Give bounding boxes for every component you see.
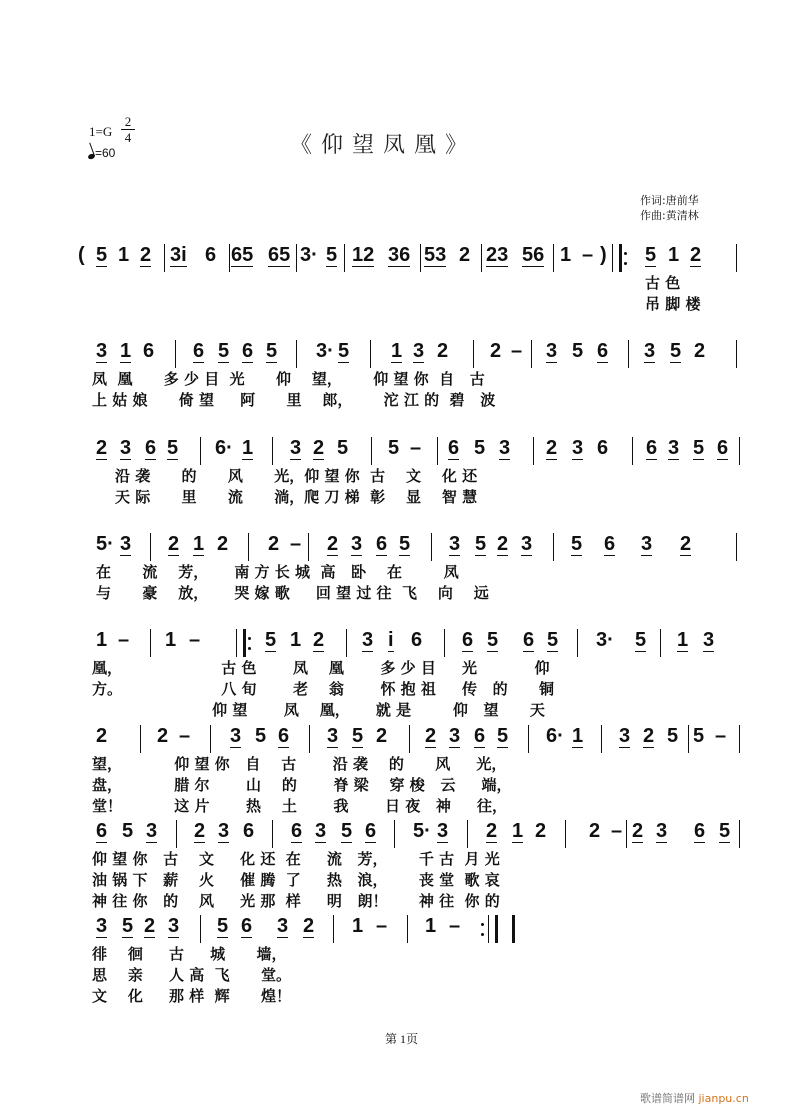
note: 1 <box>425 915 437 937</box>
note: i <box>388 629 394 651</box>
credits <box>640 193 699 223</box>
note: 6 <box>243 820 255 842</box>
note: 3 <box>315 820 327 842</box>
note: 1 <box>290 629 302 651</box>
repeat-dot <box>624 262 627 265</box>
repeat-dot <box>481 923 484 926</box>
time-denominator: 4 <box>124 130 132 145</box>
barline <box>628 340 629 368</box>
note: 5 <box>122 915 134 937</box>
watermark-cn: 歌谱简谱网 <box>640 1092 695 1105</box>
note: 5 <box>571 533 583 555</box>
page-number: 第 1页 <box>385 1032 419 1046</box>
song-title: 《仰望凤凰》 <box>290 133 477 158</box>
barline <box>248 533 249 561</box>
note: 3 <box>703 629 715 651</box>
note: 65 <box>231 244 254 266</box>
note: 5 <box>719 820 731 842</box>
note: 3 <box>521 533 533 555</box>
barline <box>150 533 151 561</box>
note: – <box>582 244 594 266</box>
note: 5 <box>399 533 411 555</box>
barline <box>739 820 740 848</box>
note: – <box>410 437 422 459</box>
lyric-line-1: 凰， 古 色 凤 凰 多 少 目 光 仰 <box>92 659 550 677</box>
note: – <box>179 725 191 747</box>
barline <box>409 725 410 753</box>
lyric-line-3: 仰 望 凤 凰， 就 是 仰 望 天 <box>92 701 545 719</box>
barline <box>431 533 432 561</box>
note: 3 <box>449 533 461 555</box>
note: 6 <box>365 820 377 842</box>
note: 6 <box>604 533 616 555</box>
note: 6 <box>411 629 423 651</box>
note: 6 <box>474 725 486 747</box>
note: 3 <box>290 437 302 459</box>
note: 5· <box>413 820 431 842</box>
note: 5 <box>635 629 647 651</box>
note: 5 <box>547 629 559 651</box>
note: 5 <box>352 725 364 747</box>
note: 2 <box>459 244 471 266</box>
note: 2 <box>486 820 498 842</box>
note: 2 <box>680 533 692 555</box>
note: 65 <box>268 244 291 266</box>
note: 2 <box>313 437 325 459</box>
note: – <box>715 725 727 747</box>
note: 3 <box>656 820 668 842</box>
note: 5 <box>218 340 230 362</box>
barline <box>308 533 309 561</box>
lyric-line-1: 凤 凰 多 少 目 光 仰 望， 仰 望 你 自 古 <box>92 370 485 388</box>
barline <box>601 725 602 753</box>
note: 5 <box>693 725 705 747</box>
note: 2 <box>490 340 502 362</box>
note: 5 <box>167 437 179 459</box>
note: 1 <box>668 244 680 266</box>
note: – <box>118 629 130 651</box>
note: 2 <box>194 820 206 842</box>
note: 1 <box>96 629 108 651</box>
note: 2 <box>690 244 702 266</box>
note: 1 <box>242 437 254 459</box>
barline <box>309 725 310 753</box>
barline <box>200 437 201 465</box>
note: – <box>449 915 461 937</box>
note: 6 <box>241 915 253 937</box>
watermark-site: jianpu.cn <box>698 1092 749 1105</box>
barline <box>553 533 554 561</box>
barline <box>346 629 347 657</box>
barline <box>344 244 345 272</box>
note: 2 <box>643 725 655 747</box>
note: 3 <box>351 533 363 555</box>
note: 6 <box>205 244 217 266</box>
note: 5 <box>265 629 277 651</box>
note: 3 <box>218 820 230 842</box>
note: 3 <box>168 915 180 937</box>
lyric-line-1: 沿 袭 的 风 光，仰 望 你 古 文 化 还 <box>115 467 478 485</box>
note: 2 <box>425 725 437 747</box>
note: 6· <box>546 725 564 747</box>
note: – <box>376 915 388 937</box>
lyric-line-3: 神 往 你 的 风 光 那 样 明 朗！ 神 往 你 的 <box>92 892 500 910</box>
lyric-line-2: 与 豪 放， 哭 嫁 歌 回 望 过 往 飞 向 远 <box>96 584 489 602</box>
note: 6 <box>193 340 205 362</box>
barline <box>420 244 421 272</box>
lyricist: 作词:唐前华 <box>640 194 699 207</box>
note: 1 <box>193 533 205 555</box>
note: 3 <box>641 533 653 555</box>
composer: 作曲:黄清林 <box>640 209 699 222</box>
repeat-dot <box>481 933 484 936</box>
note: 3 <box>230 725 242 747</box>
note: 5 <box>338 340 350 362</box>
note: 2 <box>157 725 169 747</box>
note: 5 <box>572 340 584 362</box>
note: 3· <box>316 340 334 362</box>
note: 6 <box>143 340 155 362</box>
repeat-start-sign <box>236 629 246 657</box>
note: 3· <box>300 244 318 266</box>
lyric-line-1: 望， 仰 望 你 自 古 沿 袭 的 风 光， <box>92 755 507 773</box>
lyric-line-2: 思 亲 人 高 飞 堂。 <box>92 966 291 984</box>
note: 36 <box>388 244 411 266</box>
note: 5 <box>497 725 509 747</box>
barline <box>739 437 740 465</box>
barline <box>528 725 529 753</box>
note: 1 <box>165 629 177 651</box>
note: 2 <box>437 340 449 362</box>
note: 2 <box>632 820 644 842</box>
key-signature: 1=G <box>89 124 113 139</box>
barline <box>175 340 176 368</box>
note: 6 <box>96 820 108 842</box>
note: 56 <box>522 244 545 266</box>
note: 6· <box>215 437 233 459</box>
barline <box>577 629 578 657</box>
barline <box>407 915 408 943</box>
note: 5 <box>341 820 353 842</box>
note: 2 <box>96 725 108 747</box>
note: 2 <box>535 820 547 842</box>
barline <box>481 244 482 272</box>
note: 5 <box>645 244 657 266</box>
note: ) <box>600 244 607 266</box>
barline <box>565 820 566 848</box>
barline <box>140 725 141 753</box>
lyric-line-3: 文 化 那 样 辉 煌！ <box>92 987 291 1005</box>
note: 3 <box>96 340 108 362</box>
note: 6 <box>717 437 729 459</box>
note: 1 <box>391 340 403 362</box>
note: 6 <box>242 340 254 362</box>
note: 5 <box>667 725 679 747</box>
note: 6 <box>462 629 474 651</box>
note: 3 <box>572 437 584 459</box>
repeat-dot <box>624 252 627 255</box>
repeat-dot <box>248 647 251 650</box>
lyric-line-1: 在 流 芳， 南 方 长 城 高 卧 在 凤 <box>96 563 459 581</box>
note: – <box>611 820 623 842</box>
note: 2 <box>313 629 325 651</box>
barline <box>660 629 661 657</box>
barline <box>632 437 633 465</box>
note: 2 <box>376 725 388 747</box>
barline <box>531 340 532 368</box>
note: 5 <box>475 533 487 555</box>
note: 5 <box>487 629 499 651</box>
note: 6 <box>523 629 535 651</box>
note: 1 <box>572 725 584 747</box>
time-signature <box>121 115 135 144</box>
note: – <box>511 340 523 362</box>
time-numerator: 2 <box>124 114 132 129</box>
note: 2 <box>589 820 601 842</box>
note: 6 <box>448 437 460 459</box>
barline <box>370 340 371 368</box>
note: 12 <box>352 244 375 266</box>
note: 3 <box>546 340 558 362</box>
barline <box>444 629 445 657</box>
note: 3 <box>120 437 132 459</box>
note: 2 <box>694 340 706 362</box>
note: 6 <box>145 437 157 459</box>
note: 3· <box>596 629 614 651</box>
repeat-end-sign <box>488 915 498 943</box>
note: 6 <box>278 725 290 747</box>
note: – <box>189 629 201 651</box>
note: 3 <box>449 725 461 747</box>
barline <box>296 244 297 272</box>
barline <box>333 915 334 943</box>
note: 6 <box>291 820 303 842</box>
note: 5 <box>474 437 486 459</box>
barline <box>736 533 737 561</box>
note: ( <box>78 244 85 266</box>
note: 3 <box>619 725 631 747</box>
note: 6 <box>694 820 706 842</box>
barline <box>736 244 737 272</box>
note: 2 <box>144 915 156 937</box>
tempo-value: =60 <box>95 146 116 160</box>
lyric-line-1: 徘 徊 古 城 墙， <box>92 945 287 963</box>
note: 2 <box>268 533 280 555</box>
barline <box>626 820 627 848</box>
repeat-start-sign <box>612 244 622 272</box>
note: 2 <box>217 533 229 555</box>
lyric-line-2: 吊 脚 楼 <box>645 295 701 313</box>
note: 3 <box>437 820 449 842</box>
note: 5 <box>266 340 278 362</box>
lyric-line-2: 方。 八 旬 老 翁 怀 抱 祖 传 的 铜 <box>92 680 554 698</box>
barline <box>296 340 297 368</box>
lyric-line-2: 盘， 腊 尔 山 的 脊 梁 穿 梭 云 端， <box>92 776 512 794</box>
note: 5 <box>96 244 108 266</box>
note: 3 <box>277 915 289 937</box>
note: 6 <box>597 437 609 459</box>
note: 6 <box>376 533 388 555</box>
note: 3 <box>644 340 656 362</box>
barline <box>272 437 273 465</box>
lyric-line-2: 上 姑 娘 倚 望 阿 里 郎， 沱 江 的 碧 波 <box>92 391 496 409</box>
barline <box>533 437 534 465</box>
barline <box>553 244 554 272</box>
note: 5 <box>255 725 267 747</box>
note: 2 <box>168 533 180 555</box>
lyric-line-1: 仰 望 你 古 文 化 还 在 流 芳， 千 古 月 光 <box>92 850 500 868</box>
note: 1 <box>118 244 130 266</box>
barline <box>210 725 211 753</box>
note: 1 <box>560 244 572 266</box>
note: 5· <box>96 533 114 555</box>
barline <box>736 340 737 368</box>
note: 5 <box>122 820 134 842</box>
barline <box>272 820 273 848</box>
barline <box>229 244 230 272</box>
note: 2 <box>96 437 108 459</box>
barline <box>394 820 395 848</box>
barline <box>467 820 468 848</box>
note: – <box>290 533 302 555</box>
lyric-line-2: 天 际 里 流 淌，爬 刀 梯 彰 显 智 慧 <box>115 488 478 506</box>
note: 5 <box>388 437 400 459</box>
note: 1 <box>512 820 524 842</box>
final-barline <box>512 915 515 943</box>
note: 3 <box>146 820 158 842</box>
note: 23 <box>486 244 509 266</box>
barline <box>164 244 165 272</box>
note: 5 <box>337 437 349 459</box>
note: 3 <box>96 915 108 937</box>
note: 3 <box>327 725 339 747</box>
note: 5 <box>326 244 338 266</box>
lyric-line-2: 油 锅 下 薪 火 催 腾 了 热 浪， 丧 堂 歌 哀 <box>92 871 500 889</box>
note: 53 <box>424 244 447 266</box>
barline <box>473 340 474 368</box>
note: 5 <box>670 340 682 362</box>
barline <box>150 629 151 657</box>
repeat-dot <box>248 637 251 640</box>
barline <box>437 437 438 465</box>
note: 5 <box>217 915 229 937</box>
tempo-marking <box>88 146 115 160</box>
barline <box>688 725 689 753</box>
note: 2 <box>140 244 152 266</box>
note: 6 <box>597 340 609 362</box>
barline <box>371 437 372 465</box>
note: 3 <box>120 533 132 555</box>
note: 3 <box>668 437 680 459</box>
note: 3 <box>362 629 374 651</box>
barline <box>739 725 740 753</box>
note: 2 <box>546 437 558 459</box>
note: 3 <box>499 437 511 459</box>
note: 2 <box>497 533 509 555</box>
barline <box>176 820 177 848</box>
note: 3 <box>413 340 425 362</box>
note: 1 <box>352 915 364 937</box>
note: 6 <box>646 437 658 459</box>
note: 3i <box>170 244 187 266</box>
barline <box>200 915 201 943</box>
note: 1 <box>120 340 132 362</box>
lyric-line-1: 古 色 <box>645 274 681 292</box>
note: 5 <box>693 437 705 459</box>
note: 1 <box>677 629 689 651</box>
note: 2 <box>303 915 315 937</box>
lyric-line-3: 堂！ 这 片 热 土 我 日 夜 神 往， <box>92 797 507 815</box>
watermark <box>640 1090 749 1106</box>
note: 2 <box>327 533 339 555</box>
